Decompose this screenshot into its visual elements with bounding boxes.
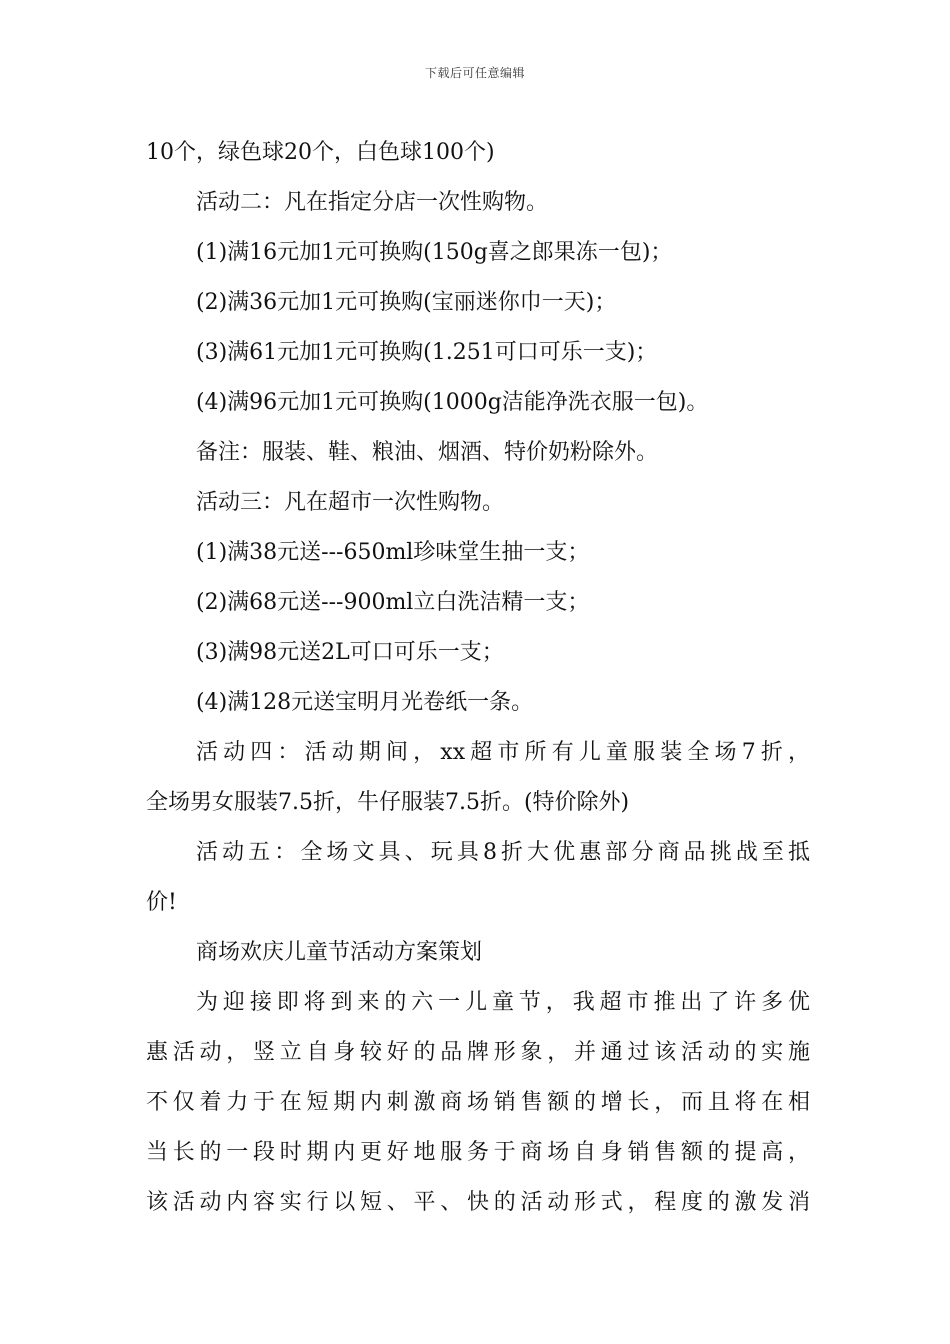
text-line: 全场男女服装7.5折，牛仔服装7.5折。(特价除外) <box>146 790 630 815</box>
activity-heading: 活动二：凡在指定分店一次性购物。 <box>196 190 549 215</box>
activity-heading: 活动四：活动期间，xx超市所有儿童服装全场7折， <box>196 740 810 765</box>
document-body <box>146 128 810 1228</box>
paragraph-line: 当长的一段时期内更好地服务于商场自身销售额的提高， <box>146 1140 810 1165</box>
text-line: (2)满68元送---900ml立白洗洁精一支； <box>196 590 590 615</box>
text-line: (2)满36元加1元可换购(宝丽迷你巾一天)； <box>196 290 617 315</box>
text-line: (1)满16元加1元可换购(150g喜之郎果冻一包)； <box>196 240 673 265</box>
text-line: (3)满61元加1元可换购(1.251可口可乐一支)； <box>196 340 658 365</box>
text-line: 10个，绿色球20个，白色球100个) <box>146 140 495 165</box>
note-line: 备注：服装、鞋、粮油、烟酒、特价奶粉除外。 <box>196 440 659 465</box>
page-header: 下载后可任意编辑 <box>424 66 525 80</box>
paragraph-line: 惠活动，竖立自身较好的品牌形象，并通过该活动的实施 <box>146 1040 810 1065</box>
text-line: 价! <box>146 890 177 915</box>
paragraph-line: 为迎接即将到来的六一儿童节，我超市推出了许多优 <box>196 990 810 1015</box>
text-line: (1)满38元送---650ml珍味堂生抽一支； <box>196 540 590 565</box>
text-line: (4)满96元加1元可换购(1000g洁能净洗衣服一包)。 <box>196 390 709 415</box>
activity-heading: 活动五：全场文具、玩具8折大优惠部分商品挑战至抵 <box>196 840 810 865</box>
section-title: 商场欢庆儿童节活动方案策划 <box>196 940 483 965</box>
paragraph-line: 不仅着力于在短期内刺激商场销售额的增长，而且将在相 <box>146 1090 810 1115</box>
text-line: (3)满98元送2L可口可乐一支； <box>196 640 504 665</box>
text-line: (4)满128元送宝明月光卷纸一条。 <box>196 690 534 715</box>
activity-heading: 活动三：凡在超市一次性购物。 <box>196 490 505 515</box>
paragraph-line: 该活动内容实行以短、平、快的活动形式，程度的激发消 <box>146 1190 810 1215</box>
